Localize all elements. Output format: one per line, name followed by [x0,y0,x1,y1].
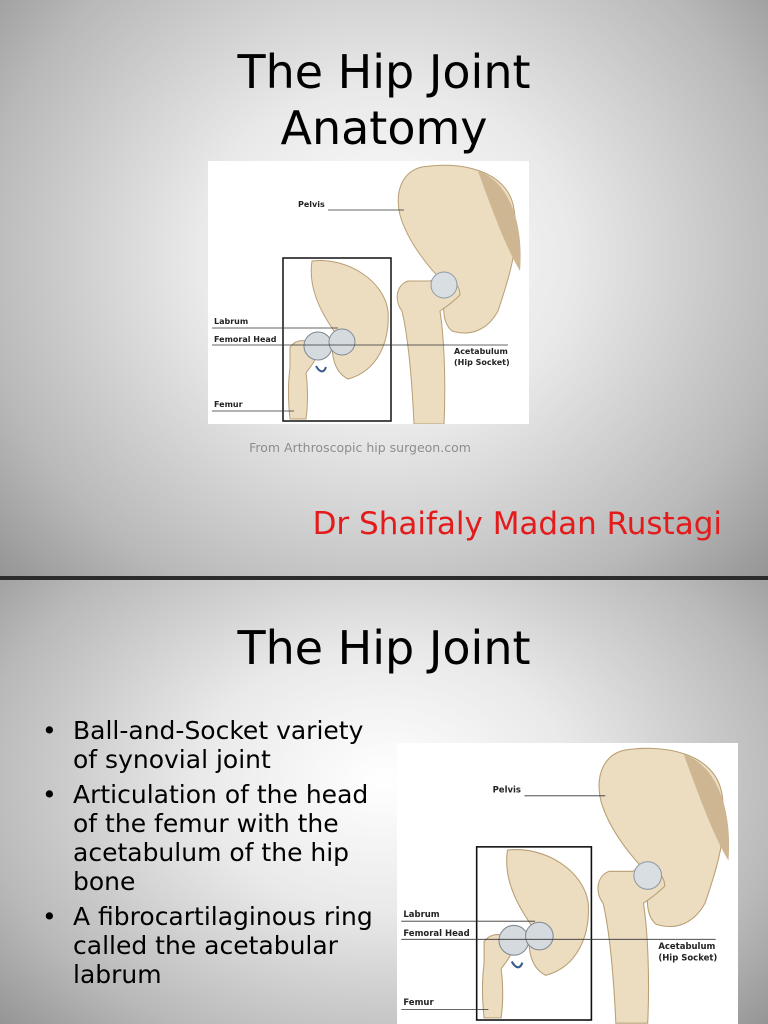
hip-anatomy-illustration [208,161,529,424]
hip-anatomy-illustration-2 [397,743,738,1024]
label-acetabulum: Acetabulum [454,347,508,356]
bullet-item: • Articulation of the head of the femur with the acetabulum of the hip bone [42,780,369,896]
label-femoral-head: Femoral Head [403,929,470,940]
label-pelvis: Pelvis [492,785,521,796]
label-femur: Femur [403,998,434,1009]
bullet-dot-icon: • [42,716,57,745]
label-acetabulum: Acetabulum [658,941,716,952]
bullet-list [42,716,382,995]
author-name: Dr Shaifaly Madan Rustagi [312,506,722,542]
label-femoral-head: Femoral Head [214,335,277,344]
bullet-item: • A fibrocartilaginous ring called the acetabular labrum [42,902,373,989]
bullet-dot-icon: • [42,780,57,809]
bullet-item: • Ball-and-Socket variety of synovial joint [42,716,364,774]
slide-1-title: The Hip Joint Anatomy [237,45,531,155]
label-hip-socket: (Hip Socket) [454,358,510,367]
hip-anatomy-figure [208,161,529,424]
label-pelvis: Pelvis [298,200,325,209]
slide-2-title: The Hip Joint [237,621,531,675]
label-labrum: Labrum [403,909,440,920]
image-credit: From Arthroscopic hip surgeon.com [249,440,471,455]
label-labrum: Labrum [214,317,249,326]
label-femur: Femur [214,400,243,409]
label-hip-socket: (Hip Socket) [658,953,718,964]
hip-anatomy-figure-2 [397,743,738,1024]
bullet-dot-icon: • [42,902,57,931]
